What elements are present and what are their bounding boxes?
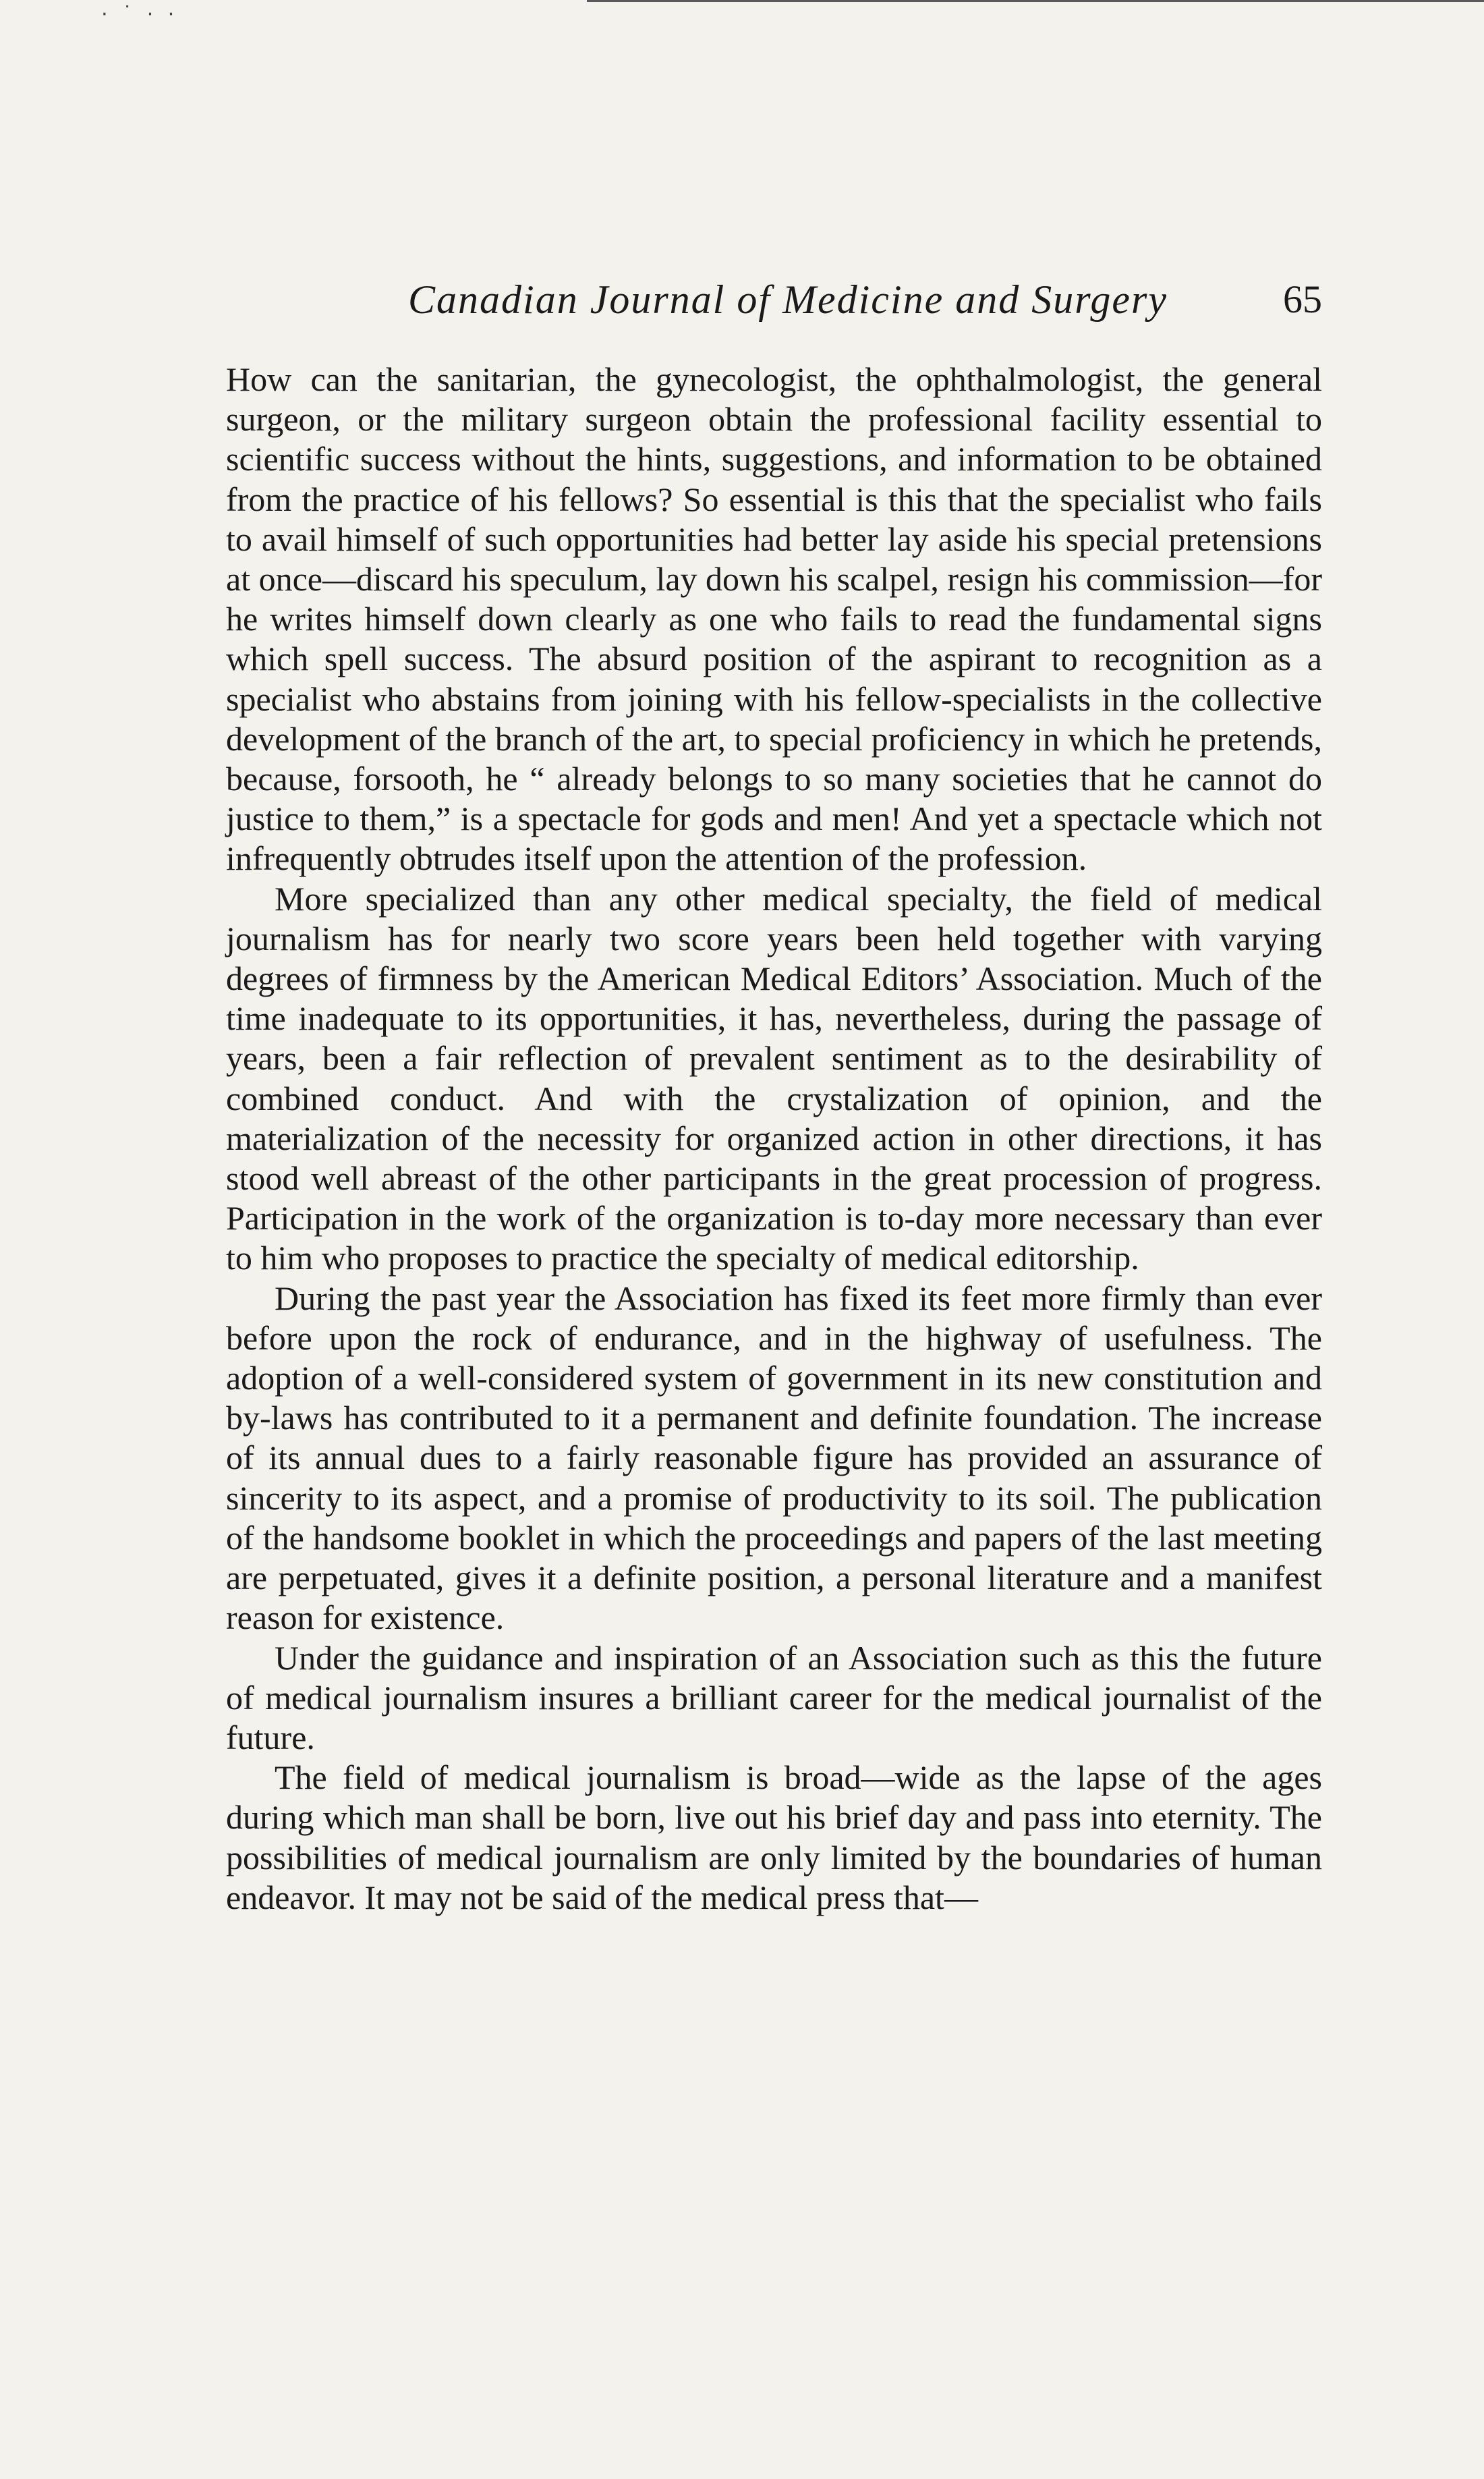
page-number: 65 [1283,277,1322,321]
paragraph: How can the sanitarian, the gynecologist, the ophthalmologist, the general surgeon, or the military surgeon obtain the professional facility essential to scientific success without the hints, suggestions, and information to be obtained from the practice of his fellows? So essential is this that the specialist who fails to avail himself of such opportunities had better lay aside his special pretensions at once—discard his speculum, lay down his scalpel, resign his commission—for he writes himself down clearly as one who fails to read the fundamental signs which spell success. The absurd position of the aspirant to recognition as a specialist who abstains from joining with his fellow-specialists in the collective development of the branch of the art, to special proficiency in which he pretends, because, forsooth, he “ already belongs to so many societies that he cannot do justice to them,” is a spectacle for gods and men! And yet a spectacle which not infrequently obtrudes itself upon the attention of the profession. [226,360,1322,878]
journal-title: Canadian Journal of Medicine and Surgery [408,277,1168,322]
paragraph: The field of medical journalism is broad—wide as the lapse of the ages during which man shall be born, live out his brief day and pass into eternity. The possibilities of medical journalism are only limited by the boundaries of human endeavor. It may not be said of the medical press that— [226,1758,1322,1916]
paragraph: More specialized than any other medical specialty, the field of medical journalism has for nearly two score years been held together with varying degrees of firmness by the American Medical Editors’ Association. Much of the time inadequate to its opportunities, it has, nevertheless, during the passage of years, been a fair reflection of prevalent sentiment as to the desirability of combined conduct. And with the crystalization of opinion, and the materialization of the necessity for organized action in other directions, it has stood well abreast of the other participants in the great procession of progress. Participation in the work of the organization is to-day more necessary than ever to him who proposes to practice the specialty of medical editorship. [226,879,1322,1277]
paragraph: Under the guidance and inspiration of an Association such as this the future of medical journalism insures a brilliant career for the medical journalist of the future. [226,1638,1322,1756]
article-body [226,360,1322,1918]
print-specks: ⋅ ˙ ⋅ ⋅ [101,3,179,26]
paragraph: During the past year the Association has fixed its feet more firmly than ever before upon the rock of endurance, and in the highway of usefulness. The adoption of a well-considered system of government in its new constitution and by-laws has contributed to it a permanent and definite foundation. The increase of its annual dues to a fairly reasonable figure has provided an assurance of sincerity to its aspect, and a promise of productivity to its soil. The publication of the handsome booklet in which the proceedings and papers of the last meeting are perpetuated, gives it a definite position, a personal literature and a manifest reason for existence. [226,1279,1322,1637]
running-head [226,277,1322,331]
top-border-rule [587,0,1484,2]
